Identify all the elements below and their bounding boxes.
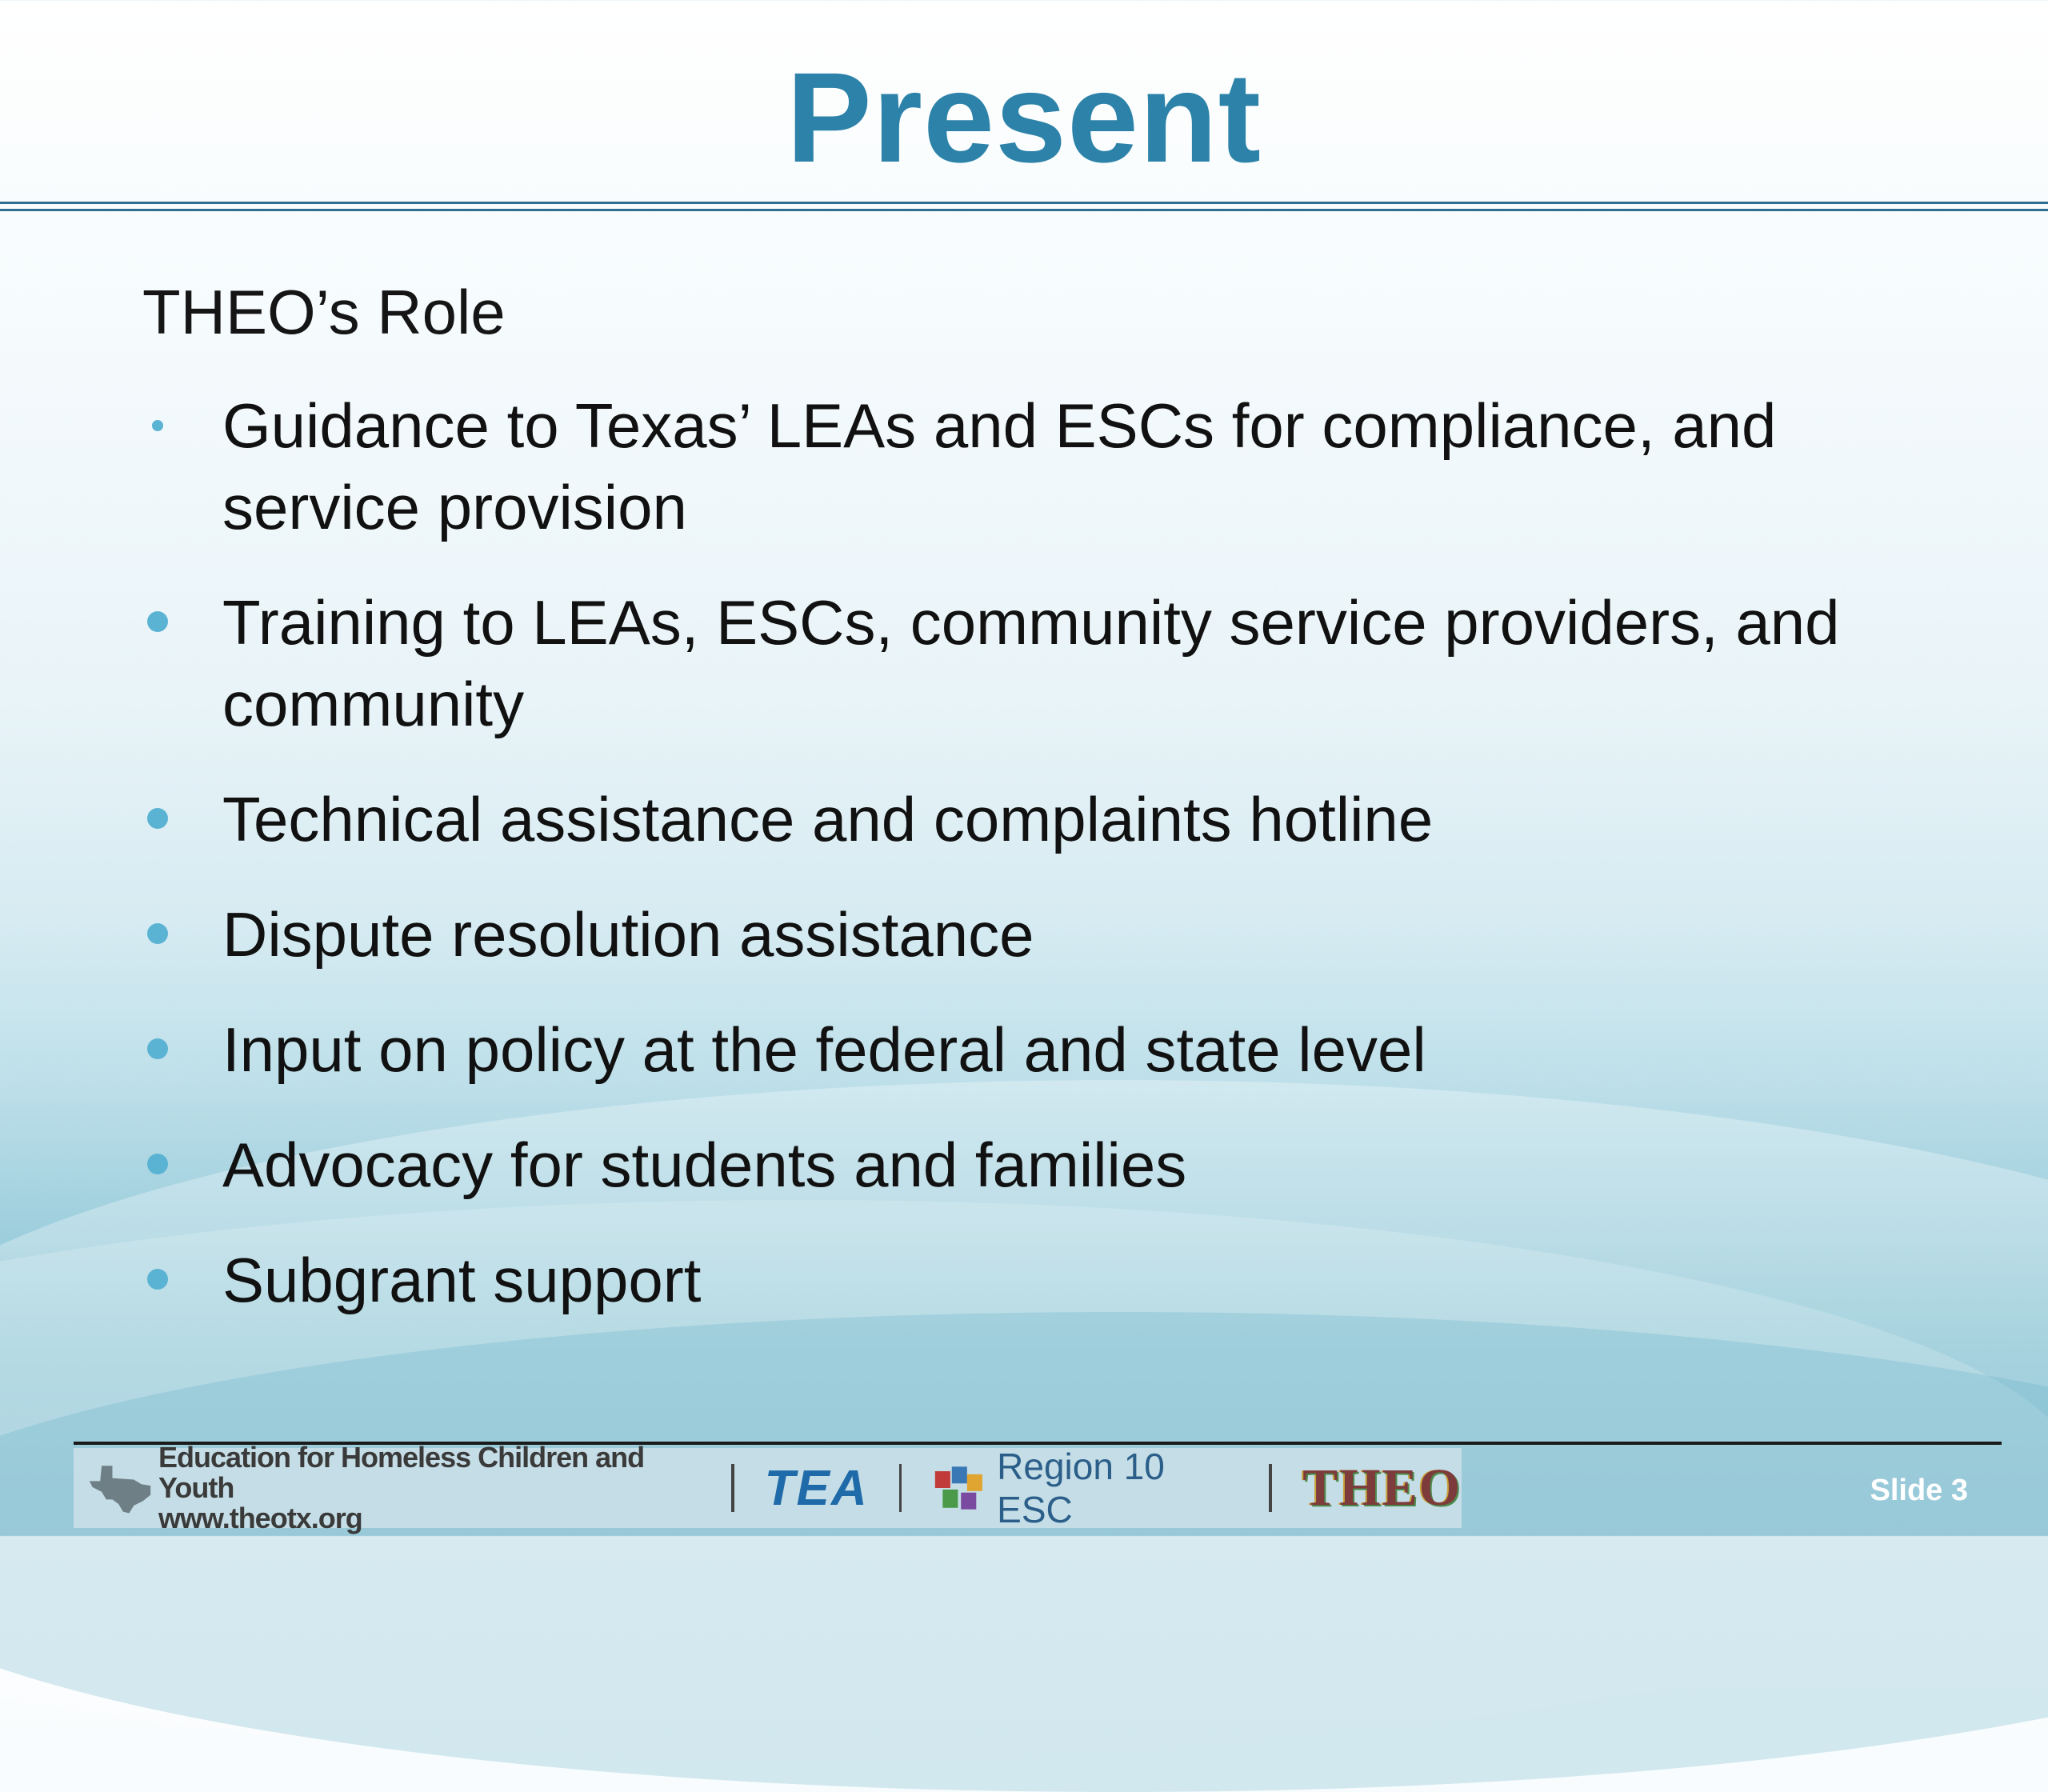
footer-separator	[899, 1464, 902, 1512]
bullet-dot-icon	[147, 808, 168, 829]
bullet-item	[142, 778, 1942, 860]
bullet-item	[142, 1009, 1942, 1090]
background-wave	[0, 1312, 2048, 1792]
bullet-item	[142, 385, 1942, 548]
bullet-text: Dispute resolution assistance	[222, 899, 1034, 970]
bullet-dot-icon	[152, 420, 163, 431]
rtd-region-icon	[932, 1462, 986, 1514]
bullet-dot-icon	[147, 1269, 168, 1290]
section-heading: THEO’s Role	[142, 277, 506, 347]
slide-number: Slide 3	[1870, 1474, 1968, 1507]
bullet-item	[142, 582, 1942, 745]
footer-organization	[158, 1442, 701, 1534]
slide-content	[142, 276, 1942, 1354]
bullet-text: Training to LEAs, ESCs, community service providers, and community	[222, 587, 1840, 739]
title-divider	[0, 202, 2048, 211]
bullet-dot-icon	[147, 1038, 168, 1059]
theo-logo: THEO	[1302, 1458, 1462, 1517]
bullet-text: Advocacy for students and families	[222, 1130, 1187, 1200]
bullet-text: Subgrant support	[222, 1245, 702, 1315]
bullet-item	[142, 1239, 1942, 1321]
texas-map-icon	[86, 1460, 154, 1516]
footer-separator	[1269, 1464, 1272, 1512]
bullet-text: Technical assistance and complaints hotline	[222, 784, 1434, 854]
footer-org-name: Education for Homeless Children and Youth	[158, 1441, 645, 1504]
bullet-list	[142, 385, 1942, 1321]
region-name: Region 10 ESC	[997, 1446, 1165, 1530]
footer-logo-bar	[74, 1441, 1462, 1534]
footer-website-link[interactable]: www.theotx.org	[158, 1502, 362, 1534]
footer-separator	[731, 1464, 734, 1512]
bullet-item	[142, 894, 1942, 975]
region-10-logo	[932, 1445, 1238, 1531]
bullet-dot-icon	[147, 923, 168, 944]
slide-title: Present	[786, 46, 1262, 189]
bullet-item	[142, 1124, 1942, 1206]
bullet-dot-icon	[147, 611, 168, 632]
tea-logo: TEA	[764, 1460, 869, 1516]
bullet-text: Input on policy at the federal and state level	[222, 1014, 1426, 1085]
bullet-dot-icon	[147, 1154, 168, 1174]
bullet-text: Guidance to Texas’ LEAs and ESCs for compliance, and service provision	[222, 390, 1777, 542]
